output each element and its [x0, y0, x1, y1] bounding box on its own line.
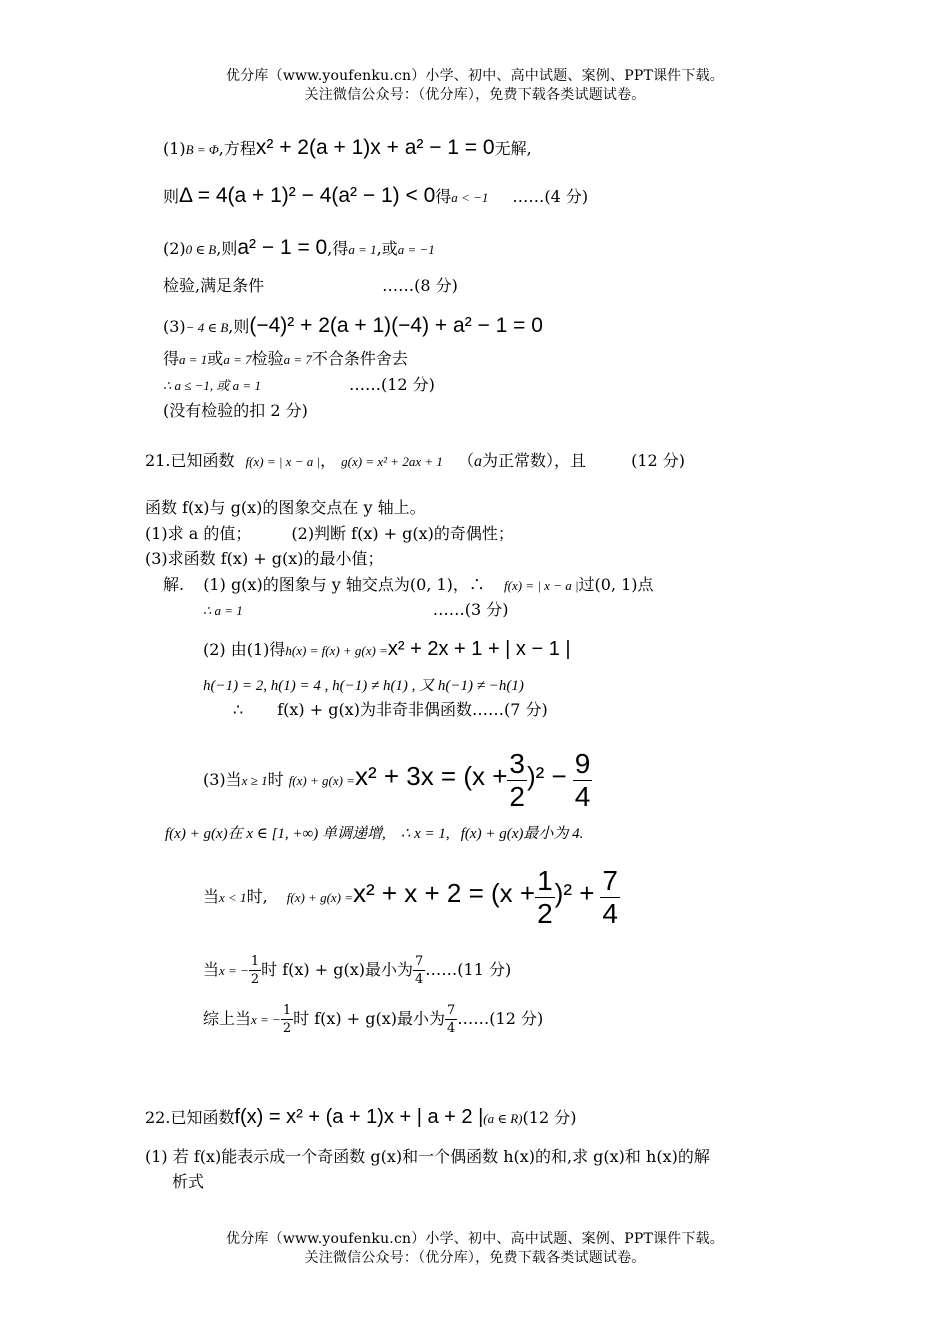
footer-line-2: 关注微信公众号：（优分库），免费下载各类试题试卷。 [304, 1250, 646, 1266]
q21-f-definition: f(x) = | x − a | [245, 454, 321, 469]
q20-part3b-r1: a = 1 [179, 352, 208, 367]
q20-part3-text: ,则 [228, 317, 250, 336]
q21-fraction-5a [249, 955, 261, 986]
q21-solution-5-x: x = − [219, 963, 249, 978]
q21-score: (12 分) [631, 451, 686, 470]
q21-frac4-numerator: 7 [602, 865, 618, 896]
q21-frac1-denominator: 2 [509, 781, 525, 812]
q21-comma: ， [320, 451, 337, 470]
q20-part1b-line [163, 183, 588, 209]
q20-part1b-prefix: 则 [163, 187, 180, 206]
q21-solution-2-h: h(x) = f(x) + g(x) = [285, 643, 388, 658]
q21-part3: (3)求函数 f(x) + g(x)的最小值； [145, 549, 384, 568]
q20-part2b-line [163, 276, 458, 296]
q21-frac3-numerator: 1 [537, 865, 553, 896]
q20-part1-label: (1) [163, 139, 186, 158]
q21-solution-4-fg: f(x) + g(x) = [286, 890, 354, 905]
q21-solution-5-prefix: 当 [203, 960, 220, 979]
q21-title: 21.已知函数 [145, 451, 235, 470]
q21-solution-2b-text: h(−1) = 2, h(1) = 4 , h(−1) ≠ h(1) , 又 h(−1) ≠ −h(1) [203, 678, 524, 694]
q21-solution-3-eq-part2: )² − [526, 761, 567, 791]
q20-part3b-r3: a = 7 [283, 352, 312, 367]
q21-solution-5-mid: 时 f(x) + g(x)最小为 [261, 960, 413, 979]
q20-conclusion-score: ……(12 分) [348, 375, 435, 394]
q21-fraction-6a [281, 1004, 293, 1035]
q21-frac6-denominator: 4 [414, 972, 424, 987]
q21-frac6-numerator: 7 [414, 954, 424, 969]
q20-part1b-score: ……(4 分) [512, 187, 589, 206]
q20-part1b-mid: 得 [435, 187, 452, 206]
q20-part1b-result: a < −1 [451, 190, 489, 205]
q21-a-value: ∴ a = 1 [203, 603, 243, 618]
q21-fraction-1-2 [535, 867, 555, 928]
q20-part2-result-1: a = 1 [348, 242, 377, 257]
q21-fraction-9-4 [573, 750, 593, 811]
q21-frac8-numerator: 7 [446, 1003, 456, 1018]
q21-frac8-denominator: 4 [446, 1021, 456, 1036]
q21-solution-2c [233, 700, 548, 720]
q20-part1-text: ,方程 [218, 139, 256, 158]
q21-line2: 函数 f(x)与 g(x)的图象交点在 y 轴上。 [145, 498, 426, 517]
q20-part2b-score: ……(8 分) [382, 276, 458, 295]
q21-solution-3b-x: ∴ x = 1, [400, 826, 450, 842]
header-line-2: 关注微信公众号：（优分库），免费下载各类试题试卷。 [304, 87, 646, 103]
q20-part2-mid: ,得 [327, 239, 349, 258]
q21-solution-1 [163, 575, 654, 596]
q21-solution-3b-monotonic: f(x) + g(x)在 x ∈ [1, +∞) 单调递增, [165, 826, 386, 842]
q22-score: (12 分) [522, 1108, 577, 1127]
q20-part2-line [163, 235, 435, 261]
q20-part3-line [163, 313, 543, 339]
q21-solution-4-eq-part2: )² + [554, 878, 595, 908]
q20-part2-or: ,或 [376, 239, 398, 258]
q20-discriminant-equation: Δ = 4(a + 1)² − 4(a² − 1) < 0 [179, 184, 436, 207]
q20-part2-equation: a² − 1 = 0 [237, 236, 328, 259]
q21-frac2-numerator: 9 [574, 748, 591, 779]
q21-frac7-numerator: 1 [282, 1003, 292, 1018]
q21-solution-6 [203, 1000, 543, 1038]
q21-solution-6-score: ……(12 分) [457, 1009, 544, 1028]
q20-part2-label: (2) [163, 239, 186, 258]
q21-solution-2 [203, 636, 571, 662]
q21-solution-2c-text: f(x) + g(x)为非奇非偶函数……(7 分) [277, 700, 548, 719]
q21-g-definition: g(x) = x² + 2ax + 1 [341, 454, 443, 469]
q21-solution-3 [203, 745, 592, 815]
q20-part3b-t2: 或 [207, 349, 224, 368]
q21-solution-3b-min: f(x) + g(x)最小为 4. [460, 826, 584, 842]
q21-part1 [145, 524, 514, 544]
q21-solution-5 [203, 951, 511, 989]
q20-part3-label: (3) [163, 317, 186, 336]
q21-solution-3b [165, 823, 583, 844]
q20-part2-condition: 0 ∈ B [185, 242, 217, 257]
q21-solution-4-mid: 时, [246, 887, 268, 906]
q20-part3b-t4: 不合条件舍去 [311, 349, 408, 368]
q21-solution-4 [203, 862, 620, 932]
q22-title-line [145, 1103, 576, 1134]
q21-solution-2-prefix: (2) 由(1)得 [203, 640, 286, 659]
q21-part1-text: (1)求 a 的值； [145, 524, 252, 543]
q20-part3b-r2: a = 7 [223, 352, 252, 367]
q20-part1-tail: 无解, [494, 139, 532, 158]
q21-title-line [145, 451, 685, 472]
q20-part3b-line [163, 349, 408, 370]
q21-solution-3-mid: 时 [267, 770, 284, 789]
q20-part1-equation: x² + 2(a + 1)x + a² − 1 = 0 [255, 136, 495, 159]
header-line-1: 优分库（www.youfenku.cn）小学、初中、高中试题、案例、PPT课件下载。 [226, 68, 724, 84]
q21-frac5-denominator: 2 [250, 972, 260, 987]
q20-part2-text: ,则 [216, 239, 238, 258]
q20-part1-condition: B = Φ [185, 142, 219, 157]
q21-solution-6-mid: 时 f(x) + g(x)最小为 [293, 1009, 445, 1028]
q22-f-definition: f(x) = x² + (a + 1)x + | a + 2 | [234, 1106, 484, 1128]
q20-part3-equation: (−4)² + 2(a + 1)(−4) + a² − 1 = 0 [249, 314, 543, 337]
q21-solution-2b [203, 675, 524, 696]
q20-part3b-t1: 得 [163, 349, 180, 368]
q20-part2-result-2: a = −1 [397, 242, 435, 257]
q21-fraction-7-4 [600, 867, 620, 928]
q21-solution-3-prefix: (3)当 [203, 770, 242, 789]
q21-solution-1-tail: 过(0, 1)点 [578, 575, 654, 594]
q21-solution-1-text: (1) g(x)的图象与 y 轴交点为(0, 1)，∴ [203, 575, 485, 594]
q21-solution-4-prefix: 当 [203, 887, 220, 906]
q21-frac3-denominator: 2 [537, 898, 553, 929]
q20-part1-line [163, 135, 532, 161]
q21-fraction-3-2 [507, 750, 527, 811]
q21-solution-6-prefix: 综上当 [203, 1009, 252, 1028]
q20-part3c-line [163, 375, 435, 396]
footer-line-1: 优分库（www.youfenku.cn）小学、初中、高中试题、案例、PPT课件下载。 [226, 1231, 724, 1247]
q21-paren: （ [457, 451, 474, 470]
q21-solution-1-f: f(x) = | x − a | [504, 578, 579, 593]
q21-solution-3-fg: f(x) + g(x) = [288, 773, 355, 788]
q21-a-variable: a [473, 453, 482, 470]
q20-note: (没有检验的扣 2 分) [163, 401, 308, 420]
q22-part1: (1) 若 f(x)能表示成一个奇函数 g(x)和一个偶函数 h(x)的和,求 g(x)和 h(x)的解 [145, 1147, 710, 1166]
q21-fraction-5b [413, 955, 425, 986]
q21-solution-3-condition: x ≥ 1 [241, 773, 268, 788]
q20-part3-condition: − 4 ∈ B [185, 320, 229, 335]
q21-frac1-numerator: 3 [509, 748, 525, 779]
q21-solution-2-equation: x² + 2x + 1 + | x − 1 | [387, 638, 571, 660]
q21-solution-3-eq-part1: x² + 3x = (x + [354, 761, 508, 791]
q20-conclusion: ∴ a ≤ −1, 或 a = 1 [163, 378, 261, 393]
q21-part2-text: (2)判断 f(x) + g(x)的奇偶性； [291, 524, 514, 543]
q21-condition: 为正常数），且 [481, 451, 586, 470]
q21-solution-label: 解. [163, 575, 185, 594]
q21-frac2-denominator: 4 [574, 781, 591, 812]
q21-solution-2c-therefore: ∴ [233, 700, 244, 719]
q20-part3b-t3: 检验 [251, 349, 284, 368]
q21-frac5-numerator: 1 [250, 954, 260, 969]
q21-solution-4-condition: x < 1 [219, 890, 247, 905]
q21-fraction-6b [445, 1004, 457, 1035]
q22-part1-cont: 析式 [172, 1172, 205, 1191]
q20-part2b-text: 检验,满足条件 [163, 276, 265, 295]
q21-solution-5-score: ……(11 分) [425, 960, 512, 979]
q21-solution-1b [203, 600, 509, 621]
q22-condition: (a ∈ R) [483, 1111, 523, 1126]
q21-solution-4-eq-part1: x² + x + 2 = (x + [353, 878, 536, 908]
q21-frac7-denominator: 2 [282, 1021, 292, 1036]
q21-solution-6-x: x = − [251, 1012, 281, 1027]
q22-title: 22.已知函数 [145, 1108, 235, 1127]
q21-frac4-denominator: 4 [602, 898, 618, 929]
q21-solution-1b-score: ……(3 分) [432, 600, 509, 619]
